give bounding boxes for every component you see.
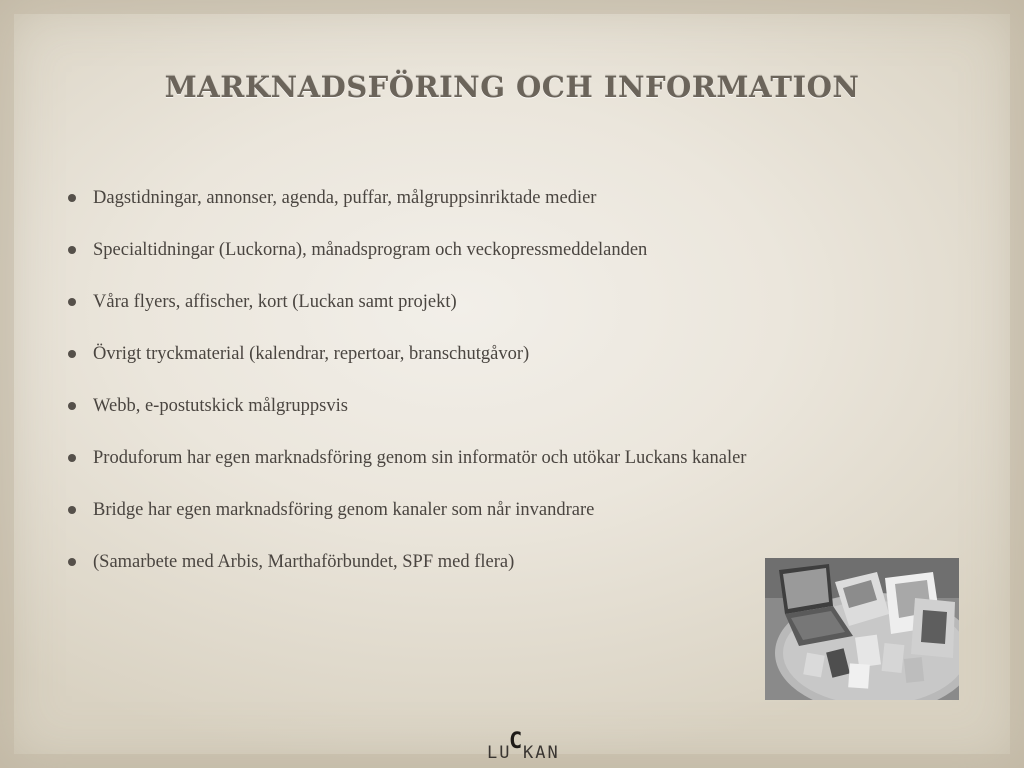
bullet-text: Specialtidningar (Luckorna), månadsprogram och veckopressmeddelanden [93, 240, 648, 260]
svg-text:C: C [509, 729, 526, 754]
marketing-materials-photo [765, 558, 959, 700]
bullet-dot-icon [68, 298, 76, 306]
bullet-item [62, 445, 746, 497]
bullet-dot-icon [68, 506, 76, 514]
bullet-text: (Samarbete med Arbis, Marthaförbundet, SPF med flera) [93, 552, 515, 572]
bullet-text: Bridge har egen marknadsföring genom kanaler som når invandrare [93, 500, 595, 520]
luckan-logo-mark [487, 728, 567, 762]
bullet-item [62, 289, 746, 341]
photo-illustration [765, 558, 959, 700]
svg-text:KAN: KAN [523, 743, 560, 762]
bullet-item [62, 341, 746, 393]
bullet-item [62, 549, 746, 601]
slide-title: MARKNADSFÖRING OCH INFORMATION [164, 70, 860, 104]
bullet-text: Produforum har egen marknadsföring genom sin informatör och utökar Luckans kanaler [93, 448, 747, 468]
bullet-dot-icon [68, 246, 76, 254]
bullet-item [62, 393, 746, 445]
bullet-dot-icon [68, 402, 76, 410]
bullet-dot-icon [68, 454, 76, 462]
bullet-text: Dagstidningar, annonser, agenda, puffar, målgruppsinriktade medier [93, 188, 597, 208]
bullet-item [62, 497, 746, 549]
bullet-item [62, 185, 746, 237]
bullet-text: Övrigt tryckmaterial (kalendrar, repertoar, branschutgåvor) [93, 344, 530, 364]
bullet-list [62, 185, 746, 601]
bullet-text: Våra flyers, affischer, kort (Luckan samt projekt) [93, 292, 457, 312]
bullet-text: Webb, e-postutskick målgruppsvis [93, 396, 348, 416]
luckan-logo [487, 728, 567, 767]
svg-text:LU: LU [487, 743, 512, 762]
bullet-dot-icon [68, 350, 76, 358]
bullet-dot-icon [68, 194, 76, 202]
bullet-item [62, 237, 746, 289]
bullet-dot-icon [68, 558, 76, 566]
